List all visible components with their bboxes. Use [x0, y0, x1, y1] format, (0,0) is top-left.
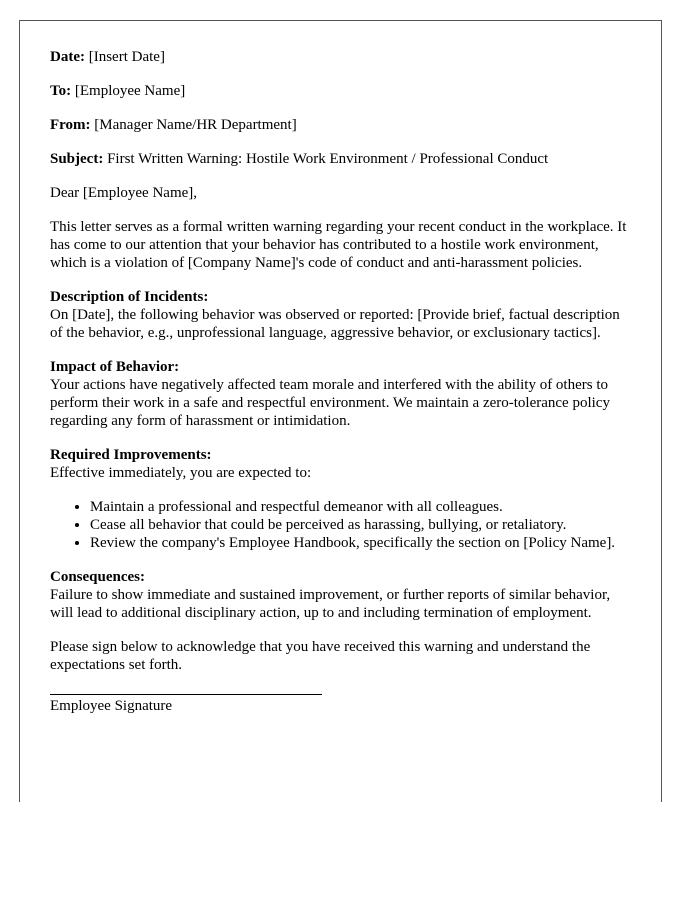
from-label: From: [50, 117, 91, 133]
impact-heading: Impact of Behavior: [50, 359, 180, 375]
incidents-body: On [Date], the following behavior was observed or reported: [Provide brief, factual description of the behavior, e.g., unprofessional language, aggressive behavior, or exclusionary tactics]. [50, 307, 620, 341]
subject-value: First Written Warning: Hostile Work Environment / Professional Conduct [107, 151, 549, 167]
improvements-heading: Required Improvements: [50, 447, 212, 463]
subject-label: Subject: [50, 151, 104, 167]
warning-letter [19, 20, 662, 802]
improvements-intro: Effective immediately, you are expected to: [50, 465, 312, 481]
from-value: [Manager Name/HR Department] [94, 117, 297, 133]
from-line [50, 116, 631, 134]
date-line [50, 48, 631, 66]
improvements-list [50, 498, 631, 552]
consequences-heading: Consequences: [50, 569, 146, 585]
signature-label: Employee Signature [50, 698, 173, 714]
salutation: Dear [Employee Name], [50, 185, 198, 201]
impact-body: Your actions have negatively affected team morale and interfered with the ability of others to perform their work in a safe and respectful environment. We maintain a zero-tolerance policy regarding any form of harassment or intimidation. [50, 377, 610, 429]
to-value: [Employee Name] [74, 83, 186, 99]
consequences-section [50, 568, 631, 622]
to-line [50, 82, 631, 100]
improvements-section [50, 446, 631, 552]
incidents-section [50, 288, 631, 342]
date-label: Date: [50, 49, 85, 65]
to-label: To: [50, 83, 72, 99]
list-item: • Maintain a professional and respectful demeanor with all colleagues. [90, 498, 631, 516]
signature-block [50, 694, 631, 715]
consequences-body: Failure to show immediate and sustained improvement, or further reports of similar behavior, will lead to additional disciplinary action, up to and including termination of employment. [50, 587, 611, 621]
list-item: • Cease all behavior that could be perceived as harassing, bullying, or retaliatory. [90, 516, 631, 534]
incidents-heading: Description of Incidents: [50, 289, 209, 305]
impact-section [50, 358, 631, 430]
date-value: [Insert Date] [88, 49, 165, 65]
intro-paragraph: This letter serves as a formal written warning regarding your recent conduct in the workplace. It has come to our attention that your behavior has contributed to a hostile work environment, which is a violation of [Company Name]'s code of conduct and anti-harassment policies. [50, 219, 627, 271]
signature-line [50, 694, 322, 695]
acknowledgement-paragraph: Please sign below to acknowledge that you have received this warning and understand the expectations set forth. [50, 639, 591, 673]
list-item: • Review the company's Employee Handbook, specifically the section on [Policy Name]. [90, 534, 631, 552]
subject-line [50, 150, 631, 168]
